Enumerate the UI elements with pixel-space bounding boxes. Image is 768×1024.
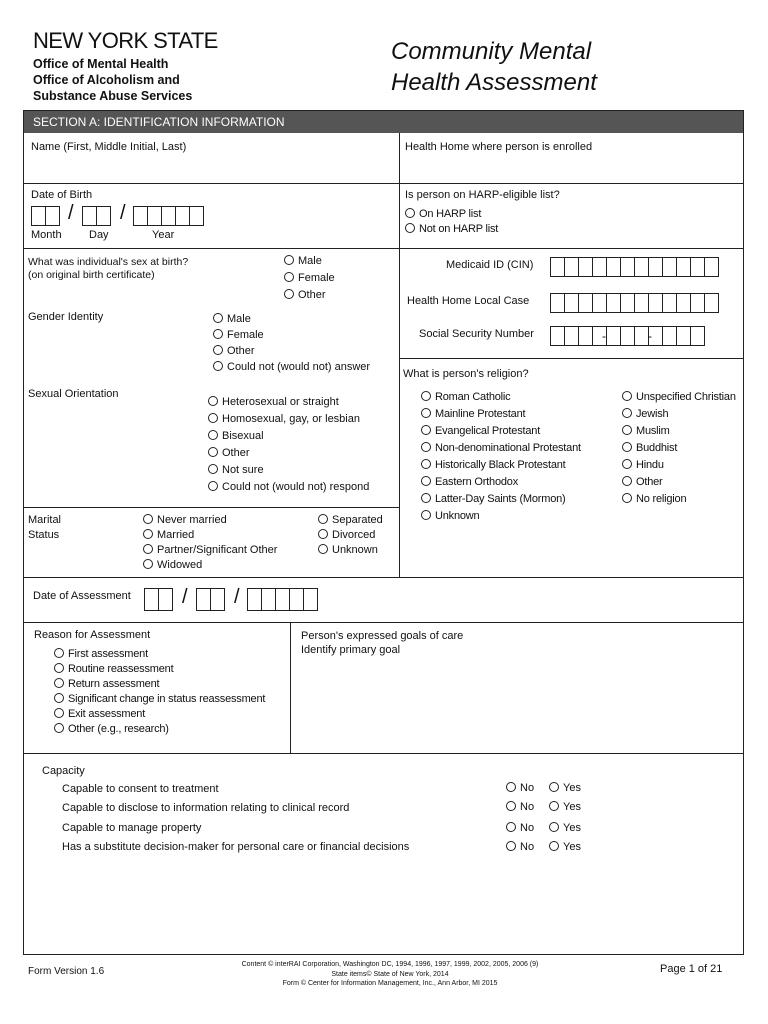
orientation-option[interactable]: Heterosexual or straight bbox=[208, 396, 339, 408]
ssn-dash: - bbox=[602, 329, 606, 343]
form-title bbox=[391, 36, 597, 98]
capacity-item: Has a substitute decision-maker for personal care or financial decisions bbox=[62, 841, 410, 853]
form-title-line: Health Assessment bbox=[391, 69, 597, 96]
religion-option[interactable]: Other bbox=[622, 476, 663, 488]
religion-question: What is person's religion? bbox=[403, 368, 529, 380]
date-slash: / bbox=[182, 586, 188, 608]
assessment-month-input[interactable] bbox=[144, 588, 173, 611]
marital-option[interactable]: Divorced bbox=[318, 529, 375, 541]
capacity-no-option[interactable]: No bbox=[506, 841, 534, 853]
marital-label: Marital bbox=[28, 514, 62, 526]
agency-line: Office of Mental Health bbox=[33, 57, 169, 71]
dob-month-label: Month bbox=[31, 229, 62, 241]
reason-option[interactable]: Other (e.g., research) bbox=[54, 723, 169, 735]
religion-option[interactable]: Unknown bbox=[421, 510, 479, 522]
hh-case-input[interactable] bbox=[550, 293, 719, 313]
capacity-item: Capable to consent to treatment bbox=[62, 783, 219, 795]
date-slash: / bbox=[68, 202, 74, 224]
reason-label: Reason for Assessment bbox=[34, 629, 151, 641]
ssn-label: Social Security Number bbox=[419, 328, 534, 340]
date-assessment-label: Date of Assessment bbox=[33, 590, 131, 602]
medicaid-label: Medicaid ID (CIN) bbox=[446, 259, 534, 271]
orientation-option[interactable]: Not sure bbox=[208, 464, 264, 476]
religion-option[interactable]: Buddhist bbox=[622, 442, 677, 454]
assessment-day-input[interactable] bbox=[196, 588, 225, 611]
religion-option[interactable]: No religion bbox=[622, 493, 686, 505]
copyright-line: State items© State of New York, 2014 bbox=[331, 970, 449, 978]
dob-label: Date of Birth bbox=[31, 189, 93, 201]
date-slash: / bbox=[234, 586, 240, 608]
gender-option-other[interactable]: Other bbox=[213, 345, 255, 357]
hh-case-label: Health Home Local Case bbox=[407, 295, 530, 307]
capacity-item: Capable to manage property bbox=[62, 822, 202, 834]
copyright-block bbox=[180, 960, 600, 989]
religion-option[interactable]: Mainline Protestant bbox=[421, 408, 525, 420]
gender-option-no-answer[interactable]: Could not (would not) answer bbox=[213, 361, 370, 373]
sex-question-note: (on original birth certificate) bbox=[28, 269, 155, 281]
reason-option[interactable]: Return assessment bbox=[54, 678, 159, 690]
marital-option[interactable]: Married bbox=[143, 529, 194, 541]
dob-year-label: Year bbox=[152, 229, 175, 241]
marital-option[interactable]: Separated bbox=[318, 514, 383, 526]
ssn-dash: - bbox=[648, 329, 652, 343]
marital-option[interactable]: Widowed bbox=[143, 559, 202, 571]
gender-option-male[interactable]: Male bbox=[213, 313, 251, 325]
religion-option[interactable]: Evangelical Protestant bbox=[421, 425, 540, 437]
state-name: NEW YORK STATE bbox=[33, 28, 218, 53]
marital-option[interactable]: Unknown bbox=[318, 544, 378, 556]
religion-option[interactable]: Jewish bbox=[622, 408, 668, 420]
copyright-line: Content © interRAI Corporation, Washington DC, 1994, 1996, 1997, 1999, 2002, 2005, 2006 (9) bbox=[241, 961, 539, 968]
reason-option[interactable]: Exit assessment bbox=[54, 708, 145, 720]
gender-option-female[interactable]: Female bbox=[213, 329, 264, 341]
sex-option-male[interactable]: Male bbox=[284, 255, 322, 267]
copyright-line: Form © Center for Information Management, Inc., Ann Arbor, MI 2015 bbox=[282, 980, 498, 987]
agency-line: Substance Abuse Services bbox=[33, 89, 193, 103]
reason-option[interactable]: First assessment bbox=[54, 648, 148, 660]
assessment-year-input[interactable] bbox=[247, 588, 318, 611]
marital-option[interactable]: Partner/Significant Other bbox=[143, 544, 277, 556]
harp-question: Is person on HARP-eligible list? bbox=[405, 189, 560, 201]
religion-option[interactable]: Hindu bbox=[622, 459, 664, 471]
dob-day-input[interactable] bbox=[82, 206, 111, 226]
marital-option[interactable]: Never married bbox=[143, 514, 227, 526]
capacity-yes-option[interactable]: Yes bbox=[549, 822, 581, 834]
religion-option[interactable]: Unspecified Christian bbox=[622, 391, 736, 403]
capacity-label: Capacity bbox=[42, 765, 85, 777]
marital-label: Status bbox=[28, 529, 60, 541]
sex-option-female[interactable]: Female bbox=[284, 272, 335, 284]
name-label: Name (First, Middle Initial, Last) bbox=[31, 141, 187, 153]
harp-option-on[interactable]: On HARP list bbox=[405, 208, 481, 220]
sex-question: What was individual's sex at birth? bbox=[28, 256, 189, 268]
agency-block bbox=[33, 56, 192, 104]
dob-month-input[interactable] bbox=[31, 206, 60, 226]
ssn-input[interactable] bbox=[550, 326, 705, 346]
dob-year-input[interactable] bbox=[133, 206, 204, 226]
agency-line: Office of Alcoholism and bbox=[33, 73, 180, 87]
goals-label: Person's expressed goals of care bbox=[301, 630, 464, 642]
religion-option[interactable]: Non-denominational Protestant bbox=[421, 442, 581, 454]
orientation-option[interactable]: Could not (would not) respond bbox=[208, 481, 369, 493]
religion-option[interactable]: Roman Catholic bbox=[421, 391, 510, 403]
capacity-no-option[interactable]: No bbox=[506, 801, 534, 813]
orientation-label: Sexual Orientation bbox=[28, 388, 119, 400]
medicaid-input[interactable] bbox=[550, 257, 719, 277]
harp-option-not-on[interactable]: Not on HARP list bbox=[405, 223, 498, 235]
capacity-item: Capable to disclose to information relating to clinical record bbox=[62, 802, 350, 814]
section-a-header: SECTION A: IDENTIFICATION INFORMATION bbox=[24, 111, 743, 133]
capacity-yes-option[interactable]: Yes bbox=[549, 801, 581, 813]
date-slash: / bbox=[120, 202, 126, 224]
reason-option[interactable]: Significant change in status reassessment bbox=[54, 693, 265, 705]
goals-sublabel: Identify primary goal bbox=[301, 644, 401, 656]
religion-option[interactable]: Eastern Orthodox bbox=[421, 476, 518, 488]
form-version: Form Version 1.6 bbox=[28, 966, 105, 977]
capacity-yes-option[interactable]: Yes bbox=[549, 841, 581, 853]
religion-option[interactable]: Muslim bbox=[622, 425, 670, 437]
orientation-option[interactable]: Bisexual bbox=[208, 430, 264, 442]
section-a-form bbox=[23, 110, 744, 955]
dob-day-label: Day bbox=[89, 229, 109, 241]
page-number: Page 1 of 21 bbox=[660, 963, 723, 975]
gender-label: Gender Identity bbox=[28, 311, 104, 323]
orientation-option[interactable]: Other bbox=[208, 447, 250, 459]
sex-option-other[interactable]: Other bbox=[284, 289, 326, 301]
reason-option[interactable]: Routine reassessment bbox=[54, 663, 173, 675]
religion-option[interactable]: Latter-Day Saints (Mormon) bbox=[421, 493, 566, 505]
capacity-yes-option[interactable]: Yes bbox=[549, 782, 581, 794]
capacity-no-option[interactable]: No bbox=[506, 822, 534, 834]
capacity-no-option[interactable]: No bbox=[506, 782, 534, 794]
health-home-label: Health Home where person is enrolled bbox=[405, 141, 593, 153]
orientation-option[interactable]: Homosexual, gay, or lesbian bbox=[208, 413, 360, 425]
religion-option[interactable]: Historically Black Protestant bbox=[421, 459, 566, 471]
form-title-line: Community Mental bbox=[391, 38, 592, 65]
